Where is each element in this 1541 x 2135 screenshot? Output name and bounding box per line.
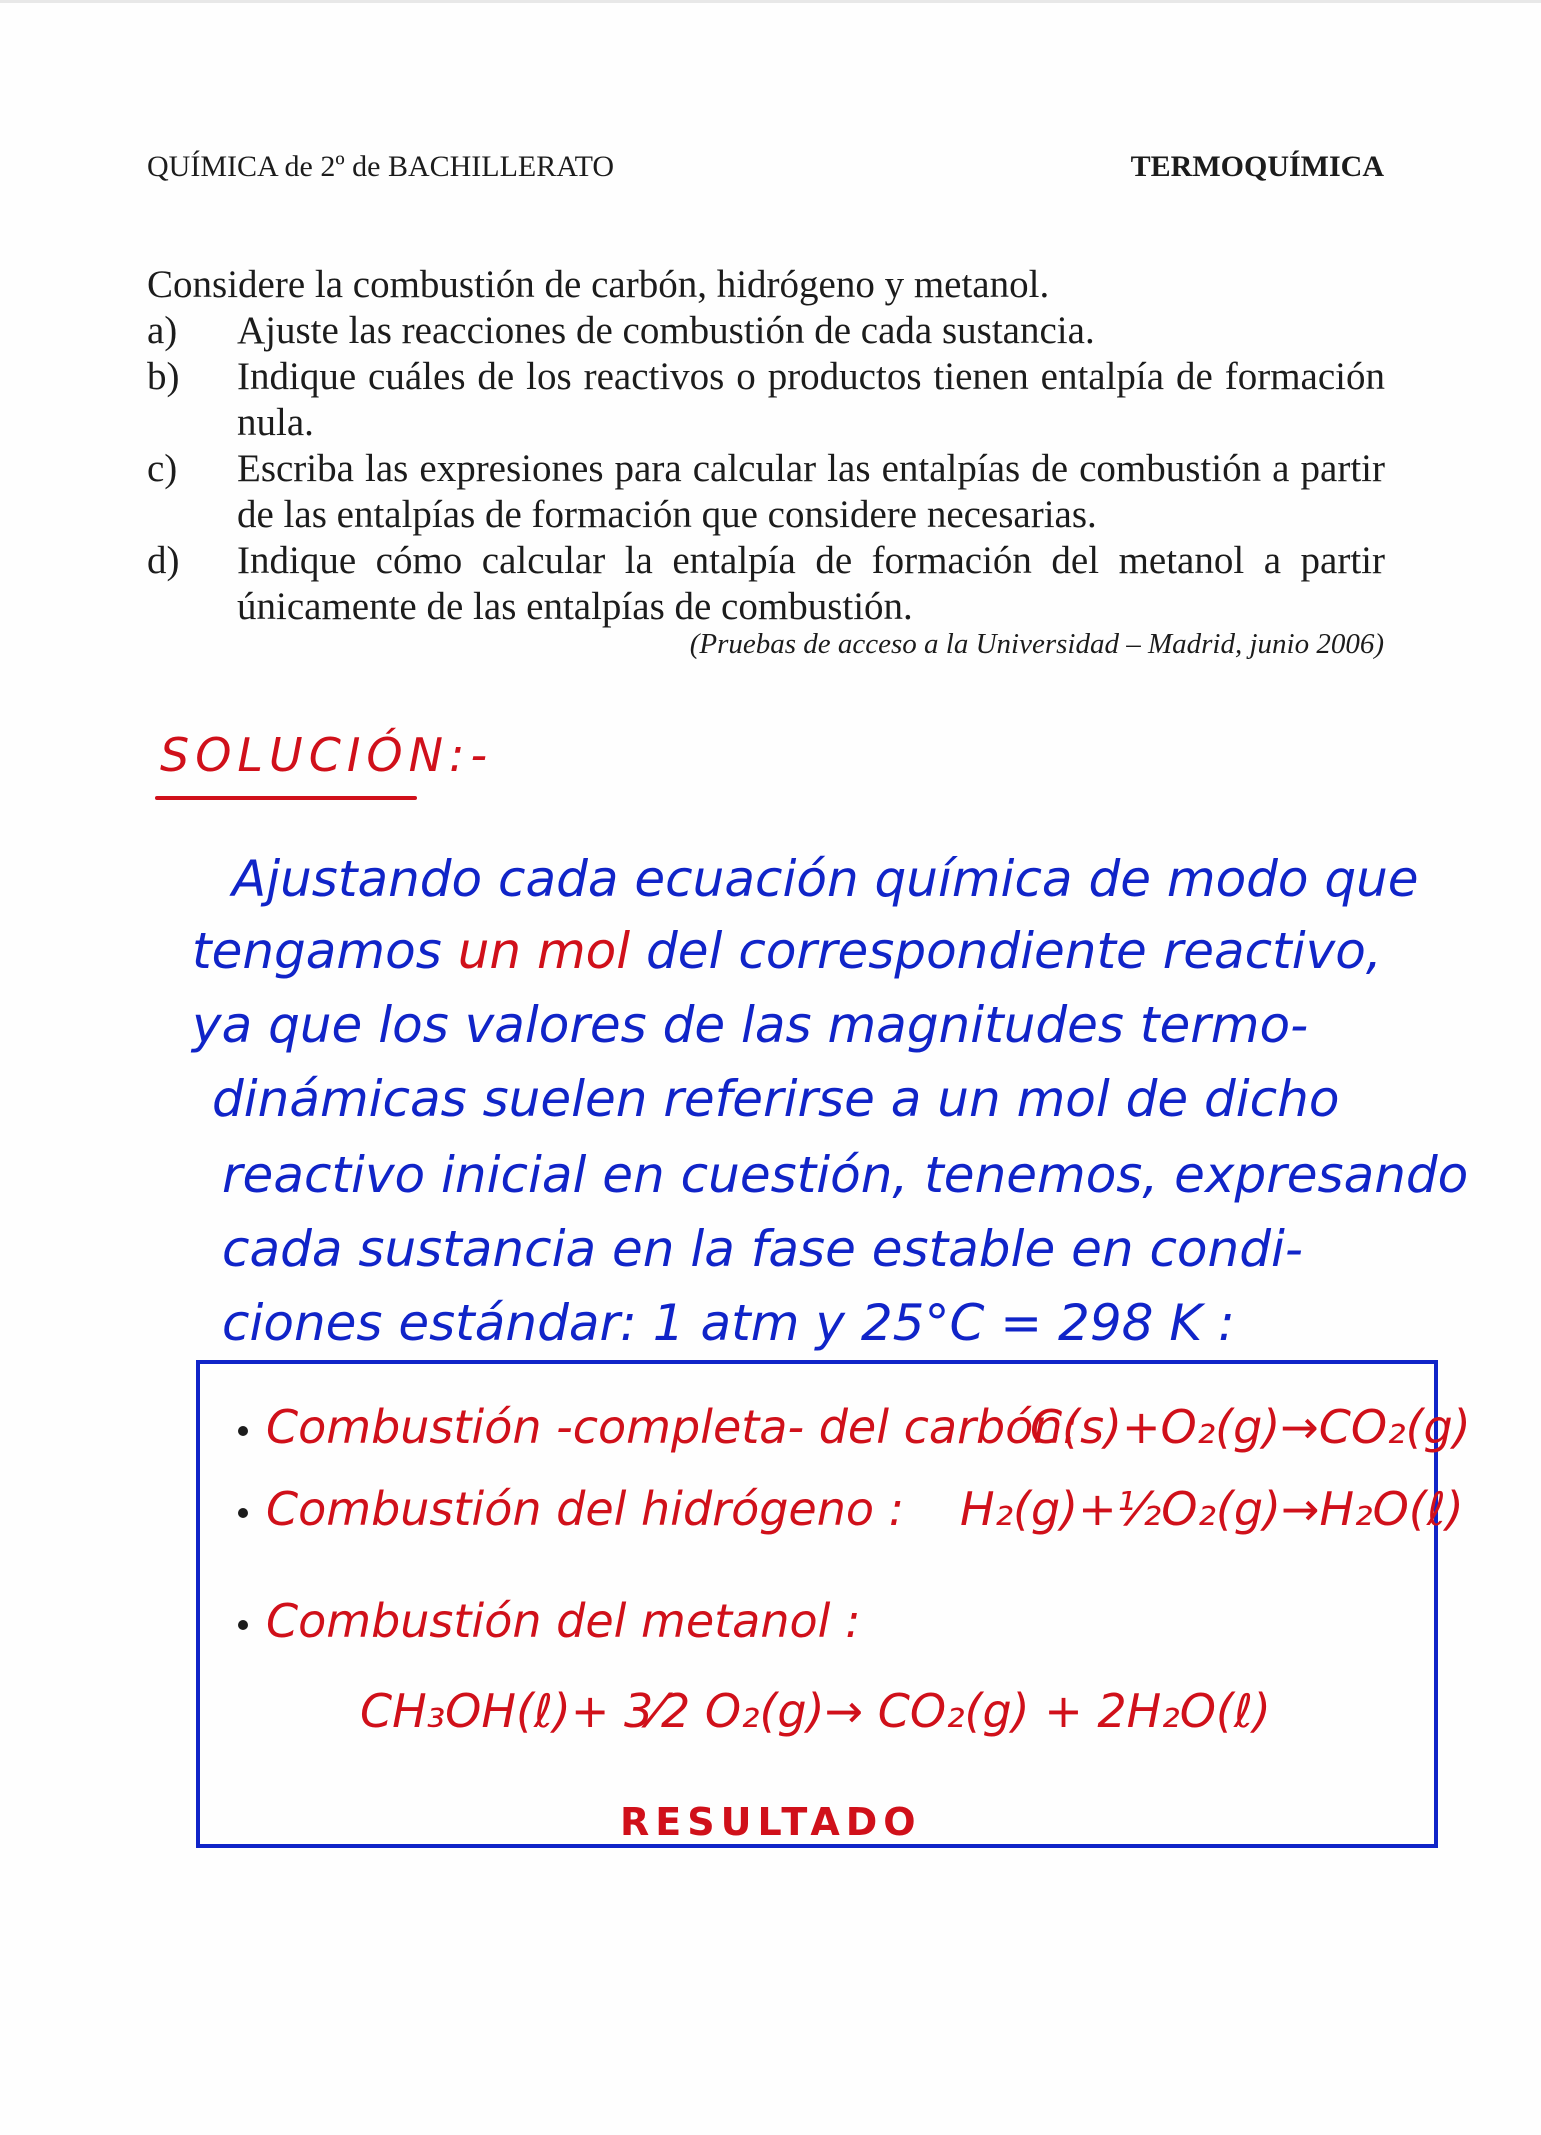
solution-underline xyxy=(155,796,417,800)
header-topic: TERMOQUÍMICA xyxy=(1130,150,1384,183)
paragraph-line: cada sustancia en la fase estable en condi- xyxy=(222,1220,1303,1278)
combustion-carbon-equation: C(s)+O₂(g)→CO₂(g) xyxy=(1030,1400,1471,1454)
source-citation: (Pruebas de acceso a la Universidad – Madrid, junio 2006) xyxy=(689,628,1384,660)
combustion-hydrogen-label: Combustión del hidrógeno : xyxy=(238,1482,904,1536)
header-course: QUÍMICA de 2º de BACHILLERATO xyxy=(147,150,615,183)
question-label: d) xyxy=(147,539,180,582)
problem-statement: Considere la combustión de carbón, hidrógeno y metanol. xyxy=(147,263,1050,306)
question-text: Ajuste las reacciones de combustión de cada sustancia. xyxy=(237,309,1095,352)
bullet-icon xyxy=(238,1508,248,1518)
paragraph-line: ya que los valores de las magnitudes termo- xyxy=(192,996,1309,1054)
paragraph-line: dinámicas suelen referirse a un mol de dicho xyxy=(212,1070,1340,1128)
combustion-methanol-label: Combustión del metanol : xyxy=(238,1594,861,1648)
question-label: c) xyxy=(147,447,178,490)
paragraph-line: ciones estándar: 1 atm y 25°C = 298 K : xyxy=(222,1294,1235,1352)
paragraph-line: reactivo inicial en cuestión, tenemos, expresando xyxy=(222,1146,1469,1204)
result-label: RESULTADO xyxy=(620,1800,922,1844)
question-label: b) xyxy=(147,355,180,398)
combustion-carbon-label: Combustión -completa- del carbón: xyxy=(238,1400,1078,1454)
paragraph-line: tengamos un mol del correspondiente reactivo, xyxy=(192,922,1382,980)
bullet-icon xyxy=(238,1620,248,1630)
bullet-icon xyxy=(238,1426,248,1436)
question-text: Indique cómo calcular la entalpía de formación del metanol a partir únicamente de las entalpías de combustión. xyxy=(237,539,1385,628)
paragraph-line: Ajustando cada ecuación química de modo que xyxy=(232,850,1419,908)
question-text: Indique cuáles de los reactivos o productos tienen entalpía de formación nula. xyxy=(237,355,1385,444)
combustion-hydrogen-equation: H₂(g)+½O₂(g)→H₂O(ℓ) xyxy=(960,1482,1464,1536)
question-label: a) xyxy=(147,309,178,352)
question-text: Escriba las expresiones para calcular las entalpías de combustión a partir de las entalpías de formación que considere necesarias. xyxy=(237,447,1385,536)
combustion-methanol-equation: CH₃OH(ℓ)+ 3⁄2 O₂(g)→ CO₂(g) + 2H₂O(ℓ) xyxy=(360,1684,1271,1738)
scan-edge xyxy=(0,0,1541,3)
solution-title: SOLUCIÓN:- xyxy=(160,728,494,782)
